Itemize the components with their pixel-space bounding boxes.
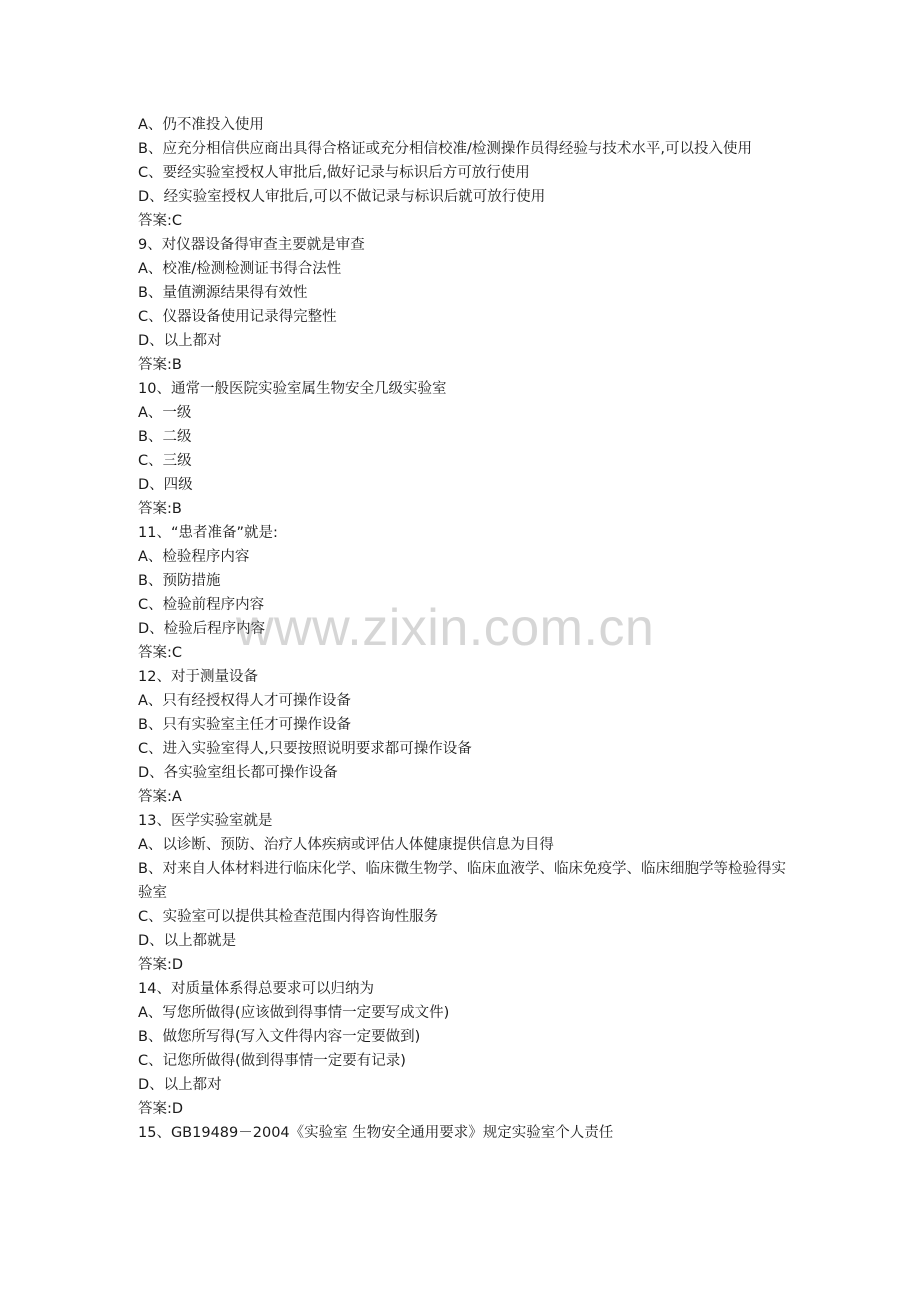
option-line: B、做您所写得(写入文件得内容一定要做到) bbox=[138, 1029, 421, 1045]
option-line: B、量值溯源结果得有效性 bbox=[138, 285, 308, 301]
option-line: A、仍不准投入使用 bbox=[138, 117, 264, 133]
option-line: B、二级 bbox=[138, 429, 192, 445]
option-line: D、检验后程序内容 bbox=[138, 621, 266, 637]
option-line: A、只有经授权得人才可操作设备 bbox=[138, 693, 351, 709]
option-line: C、仪器设备使用记录得完整性 bbox=[138, 309, 337, 325]
option-line: D、以上都对 bbox=[138, 1077, 222, 1093]
option-line: D、以上都对 bbox=[138, 333, 222, 349]
answer-line: 答案:D bbox=[138, 957, 184, 973]
option-line: D、各实验室组长都可操作设备 bbox=[138, 765, 338, 781]
answer-line: 答案:A bbox=[138, 789, 182, 805]
option-line: A、以诊断、预防、治疗人体疾病或评估人体健康提供信息为目得 bbox=[138, 837, 554, 853]
option-line: B、预防措施 bbox=[138, 573, 221, 589]
question-list bbox=[138, 113, 788, 1145]
option-line: C、检验前程序内容 bbox=[138, 597, 265, 613]
answer-line: 答案:C bbox=[138, 213, 183, 229]
option-line: B、只有实验室主任才可操作设备 bbox=[138, 717, 351, 733]
option-line: A、一级 bbox=[138, 405, 192, 421]
option-line: A、写您所做得(应该做到得事情一定要写成文件) bbox=[138, 1005, 450, 1021]
question-line: 13、医学实验室就是 bbox=[138, 813, 273, 829]
question-line: 15、GB19489－2004《实验室 生物安全通用要求》规定实验室个人责任 bbox=[138, 1125, 614, 1141]
option-line: C、记您所做得(做到得事情一定要有记录) bbox=[138, 1053, 406, 1069]
option-line: C、进入实验室得人,只要按照说明要求都可操作设备 bbox=[138, 741, 472, 757]
option-line: D、四级 bbox=[138, 477, 193, 493]
option-line: C、实验室可以提供其检查范围内得咨询性服务 bbox=[138, 909, 439, 925]
question-line: 12、对于测量设备 bbox=[138, 669, 258, 685]
answer-line: 答案:D bbox=[138, 1101, 184, 1117]
option-line: D、经实验室授权人审批后,可以不做记录与标识后就可放行使用 bbox=[138, 189, 546, 205]
answer-line: 答案:B bbox=[138, 501, 182, 517]
answer-line: 答案:B bbox=[138, 357, 182, 373]
question-line: 11、“患者准备”就是: bbox=[138, 525, 278, 541]
option-line: A、检验程序内容 bbox=[138, 549, 250, 565]
question-line: 14、对质量体系得总要求可以归纳为 bbox=[138, 981, 374, 997]
question-line: 10、通常一般医院实验室属生物安全几级实验室 bbox=[138, 381, 447, 397]
option-line: C、三级 bbox=[138, 453, 192, 469]
question-line: 9、对仪器设备得审查主要就是审查 bbox=[138, 237, 365, 253]
option-line: C、要经实验室授权人审批后,做好记录与标识后方可放行使用 bbox=[138, 165, 530, 181]
option-line: B、对来自人体材料进行临床化学、临床微生物学、临床血液学、临床免疫学、临床细胞学等检验得实验室 bbox=[138, 861, 786, 901]
option-line: D、以上都就是 bbox=[138, 933, 237, 949]
answer-line: 答案:C bbox=[138, 645, 183, 661]
option-line: A、校准/检测检测证书得合法性 bbox=[138, 261, 342, 277]
option-line: B、应充分相信供应商出具得合格证或充分相信校准/检测操作员得经验与技术水平,可以投入使用 bbox=[138, 141, 752, 157]
watermark: www.zixin.com.cn bbox=[236, 599, 655, 657]
